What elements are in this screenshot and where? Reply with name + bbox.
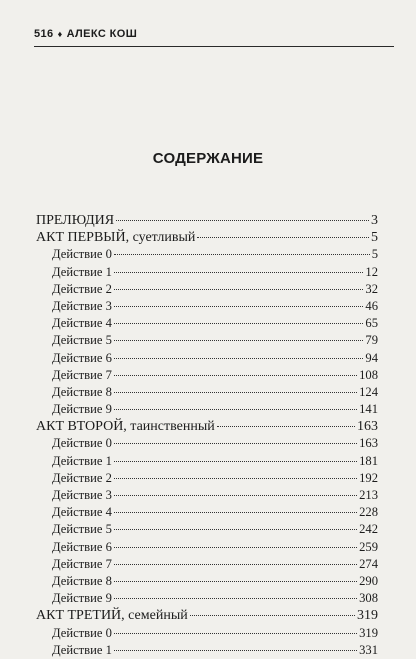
toc-entry-label: Действие 0 — [52, 625, 112, 640]
page-number: 516 — [34, 28, 54, 40]
toc-entry-page: 213 — [359, 488, 378, 502]
toc-entry-page: 79 — [365, 333, 378, 348]
toc-entry-page: 308 — [359, 591, 378, 606]
toc-entry-label: Действие 9 — [52, 402, 112, 417]
toc-chapter-entry — [36, 315, 378, 332]
toc-entry-label: Действие 5 — [52, 333, 112, 348]
toc-chapter-entry — [36, 332, 378, 349]
dot-leader — [114, 633, 357, 634]
toc-entry-label: Действие 2 — [52, 470, 112, 485]
toc-chapter-entry — [36, 470, 378, 487]
toc-entry-page: 32 — [365, 281, 378, 296]
dot-leader — [114, 564, 357, 565]
toc-chapter-entry — [36, 642, 378, 659]
toc-entry-page: 12 — [365, 264, 378, 279]
toc-entry-label: Действие 9 — [52, 591, 112, 606]
toc-entry-label: Действие 6 — [52, 350, 112, 365]
toc-entry-page: 181 — [359, 453, 378, 468]
dot-leader — [114, 461, 357, 462]
dot-leader — [114, 598, 357, 599]
toc-entry-page: 141 — [359, 402, 378, 417]
toc-entry-page: 274 — [359, 556, 378, 571]
toc-entry-label: Действие 1 — [52, 453, 112, 468]
toc-entry-page: 3 — [371, 213, 378, 228]
toc-entry-label: Действие 8 — [52, 384, 112, 399]
dot-leader — [114, 547, 357, 548]
toc-chapter-entry — [36, 401, 378, 418]
toc-entry-label: Действие 1 — [52, 264, 112, 279]
toc-section-entry — [36, 229, 378, 246]
toc-entry-page: 5 — [371, 230, 378, 246]
toc-entry-page: 94 — [365, 350, 378, 365]
toc-entry-page: 108 — [359, 367, 378, 382]
toc-chapter-entry — [36, 384, 378, 401]
dot-leader — [114, 512, 357, 513]
toc-entry-page: 259 — [359, 539, 378, 554]
toc-chapter-entry — [36, 298, 378, 315]
toc-entry-label: АКТ ВТОРОЙ, таинственный — [36, 419, 215, 435]
dot-leader — [217, 426, 355, 427]
toc-chapter-entry — [36, 625, 378, 642]
toc-entry-page: 290 — [359, 573, 378, 588]
dot-leader — [116, 220, 369, 221]
toc-section-entry — [36, 212, 378, 229]
toc-entry-label: АКТ ТРЕТИЙ, семейный — [36, 608, 188, 624]
toc-chapter-entry — [36, 556, 378, 573]
dot-leader — [114, 392, 357, 393]
dot-leader — [114, 272, 364, 273]
dot-leader — [114, 340, 364, 341]
toc-entry-page: 319 — [359, 625, 378, 640]
dot-leader — [114, 495, 357, 496]
toc-entry-label: Действие 7 — [52, 367, 112, 382]
toc-entry-label: Действие 5 — [52, 522, 112, 537]
toc-entry-label: Действие 3 — [52, 298, 112, 313]
toc-entry-page: 242 — [359, 522, 378, 537]
toc-chapter-entry — [36, 539, 378, 556]
toc-entry-page: 192 — [359, 470, 378, 485]
toc-entry-label: ПРЕЛЮДИЯ — [36, 213, 115, 228]
dot-leader — [114, 581, 357, 582]
toc-entry-label: Действие 7 — [52, 556, 112, 571]
toc-entry-label: Действие 8 — [52, 573, 112, 588]
toc-chapter-entry — [36, 367, 378, 384]
dot-leader — [114, 358, 364, 359]
toc-entry-label: Действие 3 — [52, 488, 112, 502]
toc-entry-page: 65 — [365, 316, 378, 331]
dot-leader — [114, 443, 357, 444]
dot-leader — [114, 478, 357, 479]
header-rule — [34, 46, 394, 47]
toc-chapter-entry — [36, 435, 378, 452]
running-header — [34, 28, 137, 40]
contents-title: СОДЕРЖАНИЕ — [152, 150, 264, 167]
toc-chapter-entry — [36, 487, 378, 504]
toc-section-entry — [36, 418, 378, 435]
toc-chapter-entry — [36, 246, 378, 263]
toc-entry-page: 163 — [359, 436, 378, 451]
dot-leader — [114, 289, 364, 290]
toc-chapter-entry — [36, 504, 378, 521]
toc-entry-page: 5 — [371, 247, 378, 262]
dot-leader — [114, 254, 370, 255]
toc-chapter-entry — [36, 590, 378, 607]
ornament-separator: ♦ — [57, 29, 63, 39]
author-name: АЛЕКС КОШ — [66, 28, 138, 40]
toc-entry-label: Действие 2 — [52, 281, 112, 296]
dot-leader — [114, 409, 357, 410]
dot-leader — [114, 323, 364, 324]
toc-entry-page: 46 — [365, 298, 378, 313]
toc-entry-page: 319 — [357, 608, 378, 624]
dot-leader — [114, 529, 357, 530]
toc-entry-label: Действие 4 — [52, 316, 112, 331]
toc-entry-label: Действие 0 — [52, 436, 112, 451]
toc-section-entry — [36, 607, 378, 624]
toc-entry-page: 124 — [359, 384, 378, 399]
toc-chapter-entry — [36, 264, 378, 281]
toc-entry-label: Действие 0 — [52, 247, 112, 262]
dot-leader — [114, 375, 357, 376]
dot-leader — [197, 237, 369, 238]
toc-entry-page: 163 — [357, 419, 378, 435]
toc-entry-label: Действие 1 — [52, 642, 112, 657]
toc-entry-label: Действие 6 — [52, 539, 112, 554]
dot-leader — [114, 650, 357, 651]
dot-leader — [114, 306, 364, 307]
toc-entry-page: 228 — [359, 505, 378, 520]
toc-chapter-entry — [36, 281, 378, 298]
toc-entry-label: Действие 4 — [52, 505, 112, 520]
toc-chapter-entry — [36, 453, 378, 470]
toc-chapter-entry — [36, 350, 378, 367]
table-of-contents — [36, 212, 378, 659]
dot-leader — [190, 615, 355, 616]
toc-entry-page: 331 — [359, 642, 378, 657]
toc-chapter-entry — [36, 521, 378, 538]
toc-entry-label: АКТ ПЕРВЫЙ, суетливый — [36, 230, 196, 246]
toc-chapter-entry — [36, 573, 378, 590]
